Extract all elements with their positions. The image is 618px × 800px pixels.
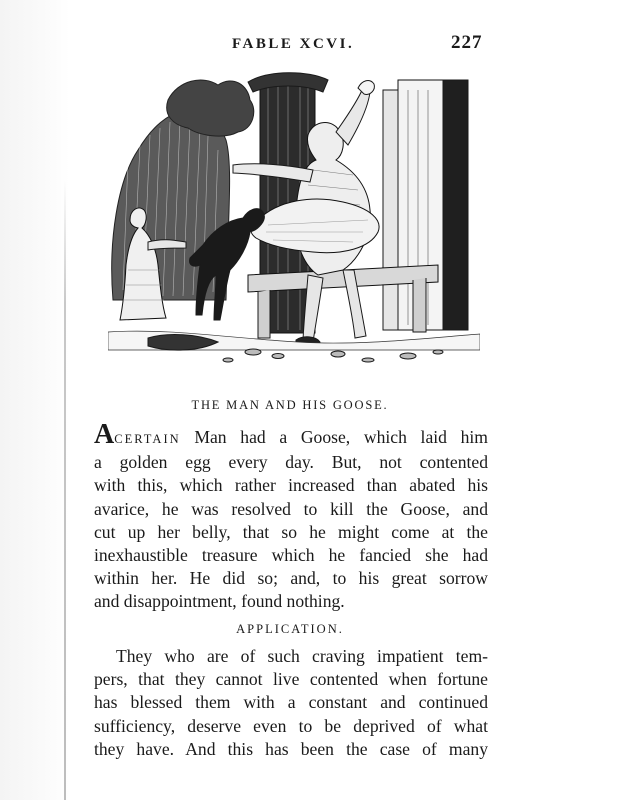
fable-number-title: FABLE XCVI. (232, 36, 355, 52)
drop-cap: A (94, 419, 115, 450)
woodcut-illustration (108, 70, 480, 370)
running-head (0, 32, 618, 58)
page-number: 227 (451, 32, 483, 53)
application-line: They who are of such craving impatient tem- (116, 646, 488, 666)
application-heading: APPLICATION. (236, 622, 344, 636)
application-line: they have. And this has been the case of many (94, 738, 488, 759)
application-text (94, 645, 488, 761)
application-line: pers, that they cannot live contented when fortune (94, 669, 488, 690)
application-line: sufficiency, deserve even to be deprived of what (94, 715, 488, 736)
fable-text (94, 419, 488, 614)
fable-line: with this, which rather increased than abated his (94, 475, 488, 496)
illustration-caption: THE MAN AND HIS GOOSE. (191, 398, 389, 412)
fable-line-text: Man had a Goose, which laid him (180, 427, 488, 447)
fable-line: and disappointment, found nothing. (94, 591, 345, 612)
fable-line: within her. He did so; and, to his great sorrow (94, 568, 488, 589)
fable-line: inexhaustible treasure which he fancied she had (94, 545, 488, 566)
fable-line (94, 419, 488, 451)
application-line: has blessed them with a constant and continued (94, 692, 488, 713)
fable-line: avarice, he was resolved to kill the Goose, and (94, 498, 488, 519)
lead-word: CERTAIN (114, 432, 181, 446)
fable-line: cut up her belly, that so he might come at the (94, 521, 488, 542)
fable-line: a golden egg every day. But, not contented (94, 452, 488, 473)
